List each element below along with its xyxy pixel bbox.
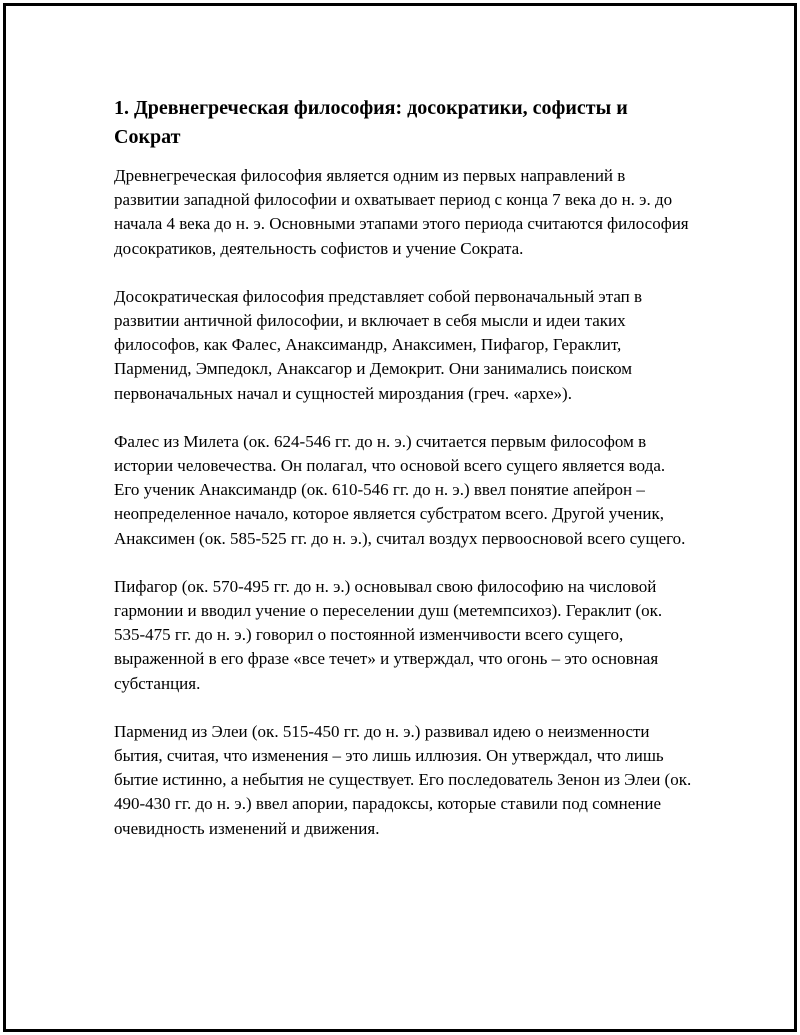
- paragraph-3: Фалес из Милета (ок. 624-546 гг. до н. э.) считается первым философом в истории человечества. Он полагал, что основой всего сущего является вода. Его ученик Анаксимандр (ок. 610-546 гг. до н. э.) ввел понятие апейрон – неопределенное начало, которое является субстратом всего. Другой ученик, Анаксимен (ок. 585-525 гг. до н. э.), считал воздух первоосновой всего сущего.: [114, 431, 686, 548]
- paragraph-4: Пифагор (ок. 570-495 гг. до н. э.) основывал свою философию на числовой гармонии и вводил учение о переселении душ (метемпсихоз). Гераклит (ок. 535-475 гг. до н. э.) говорил о постоянной изменчивости всего сущего, выраженной в его фразе «все течет» и утверждал, что огонь – это основная субстанция.: [114, 576, 663, 693]
- paragraph-1: Древнегреческая философия является одним из первых направлений в развитии западной философии и охватывает период с конца 7 века до н. э. до начала 4 века до н. э. Основными этапами этого периода считаются философия досократиков, деятельность софистов и учение Сократа.: [114, 166, 689, 258]
- paragraph-5: Парменид из Элеи (ок. 515-450 гг. до н. э.) развивал идею о неизменности бытия, считая, что изменения – это лишь иллюзия. Он утверждал, что лишь бытие истинно, а небытия не существует. Его последователь Зенон из Элеи (ок. 490-430 гг. до н. э.) ввел апории, парадоксы, которые ставили под сомнение очевидность изменений и движения.: [114, 721, 692, 838]
- document-body: [114, 94, 694, 865]
- document-title: 1. Древнегреческая философия: досократики, софисты и Сократ: [114, 97, 628, 148]
- paragraph-2: Досократическая философия представляет собой первоначальный этап в развитии античной философии, и включает в себя мысли и идеи таких философов, как Фалес, Анаксимандр, Анаксимен, Пифагор, Гераклит, Парменид, Эмпедокл, Анаксагор и Демокрит. Они занимались поиском первоначальных начал и сущностей мироздания (греч. «архе»).: [114, 286, 643, 403]
